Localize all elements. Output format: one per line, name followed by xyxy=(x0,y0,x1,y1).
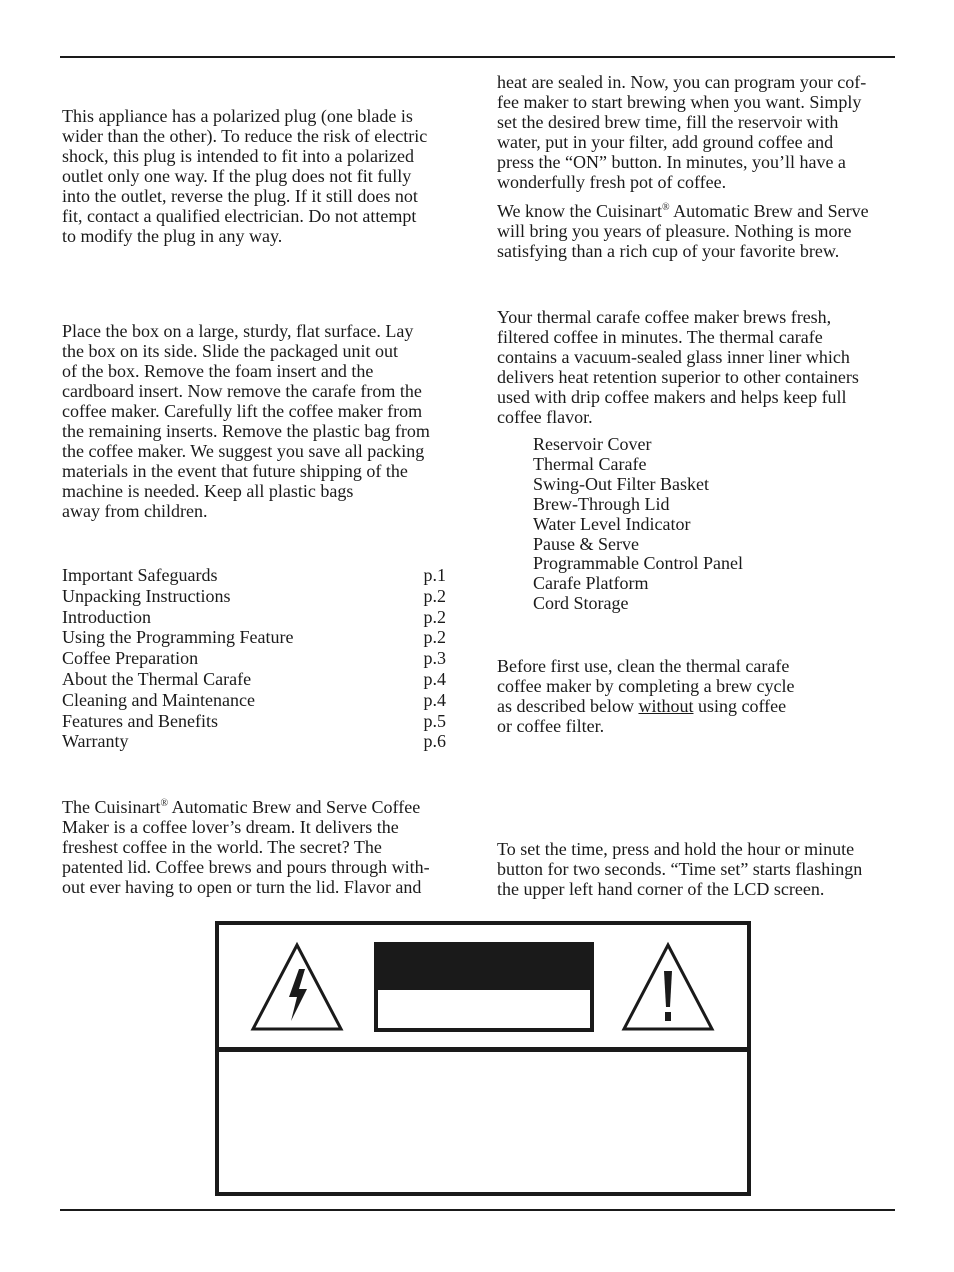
toc-row xyxy=(62,607,446,628)
unpacking-paragraph: Place the box on a large, sturdy, flat surface. Lay the box on its side. Slide the packaged unit out of the box. Remove the foam insert and the cardboard insert. Now remove the carafe from the coffee maker. Carefully lift the coffee maker from the remaining inserts. Remove the plastic bag from the coffee maker. We suggest you save all packing materials in the event that future shipping of the machine is needed. Keep all plastic bags away from children. xyxy=(62,321,430,521)
toc-page: p.4 xyxy=(423,689,446,710)
toc-title: Features and Benefits xyxy=(62,710,218,731)
toc-page: p.2 xyxy=(423,585,446,606)
toc-page: p.2 xyxy=(423,606,446,627)
parts-list-item: Swing-Out Filter Basket xyxy=(533,473,709,494)
toc-row xyxy=(62,711,446,732)
introduction-paragraph: The Cuisinart® Automatic Brew and Serve Coffee Maker is a coffee lover’s dream. It delivers the freshest coffee in the world. The secret? The patented lid. Coffee brews and pours through with- out ever having to open or turn the lid. Flavor and xyxy=(62,797,430,897)
toc-page: p.5 xyxy=(423,710,446,731)
warning-label-body xyxy=(374,990,594,1032)
warning-box-divider xyxy=(219,1047,747,1052)
toc-row xyxy=(62,627,446,648)
toc-page: p.6 xyxy=(423,731,446,752)
toc-title: Using the Programming Feature xyxy=(62,627,294,648)
toc-title: Coffee Preparation xyxy=(62,648,199,669)
parts-list-item: Water Level Indicator xyxy=(533,513,691,534)
toc-title: Unpacking Instructions xyxy=(62,585,231,606)
parts-list-item: Pause & Serve xyxy=(533,533,639,554)
toc-page: p.3 xyxy=(423,648,446,669)
toc-page: p.1 xyxy=(423,565,446,585)
toc-row xyxy=(62,731,446,752)
toc-row xyxy=(62,690,446,711)
time-set-paragraph: To set the time, press and hold the hour or minute button for two seconds. “Time set” starts flashingn the upper left hand corner of the LCD screen. xyxy=(497,839,863,899)
parts-list xyxy=(533,435,863,614)
toc-page: p.4 xyxy=(423,668,446,689)
table-of-contents xyxy=(62,565,446,752)
top-rule xyxy=(60,56,895,58)
bottom-rule xyxy=(60,1209,895,1211)
toc-row xyxy=(62,669,446,690)
toc-page: p.2 xyxy=(423,627,446,648)
toc-title: About the Thermal Carafe xyxy=(62,668,252,689)
thermal-carafe-paragraph: Your thermal carafe coffee maker brews fresh, filtered coffee in minutes. The thermal carafe contains a vacuum-sealed glass inner liner which delivers heat retention superior to other containers used with drip coffee makers and helps keep full coffee flavor. xyxy=(497,307,859,427)
electric-shock-warning-icon xyxy=(249,939,345,1035)
toc-title: Warranty xyxy=(62,731,129,752)
parts-list-item: Cord Storage xyxy=(533,593,629,614)
cuisinart-paragraph: We know the Cuisinart® Automatic Brew and Serve will bring you years of pleasure. Nothing is more satisfying than a rich cup of your favorite brew. xyxy=(497,201,869,261)
polarized-plug-paragraph: This appliance has a polarized plug (one blade is wider than the other). To reduce the risk of electric shock, this plug is intended to fit into a polarized outlet only one way. If the plug does not fit fully into the outlet, reverse the plug. If it still does not fit, contact a qualified electrician. Do not attempt to modify the plug in any way. xyxy=(62,106,428,246)
parts-list-item: Thermal Carafe xyxy=(533,453,647,474)
parts-list-item: Brew-Through Lid xyxy=(533,493,670,514)
toc-row xyxy=(62,586,446,607)
toc-title: Important Safeguards xyxy=(62,565,218,585)
parts-list-item: Programmable Control Panel xyxy=(533,553,743,574)
warning-box xyxy=(215,921,751,1196)
warning-label-header xyxy=(374,942,594,990)
exclamation-warning-icon xyxy=(620,939,716,1035)
parts-list-item: Reservoir Cover xyxy=(533,434,652,454)
toc-title: Introduction xyxy=(62,606,151,627)
toc-row xyxy=(62,565,446,586)
toc-row xyxy=(62,648,446,669)
introduction-continued-paragraph: heat are sealed in. Now, you can program your cof- fee maker to start brewing when you want. Simply set the desired brew time, fill the reservoir with water, put in your filter, add ground coffee and press the “ON” button. In minutes, you’ll have a wonderfully fresh pot of coffee. xyxy=(497,72,867,192)
first-use-paragraph: Before first use, clean the thermal carafe coffee maker by completing a brew cycle as described below without using coffee or coffee filter. xyxy=(497,656,795,736)
parts-list-item: Carafe Platform xyxy=(533,573,649,594)
toc-title: Cleaning and Maintenance xyxy=(62,689,255,710)
